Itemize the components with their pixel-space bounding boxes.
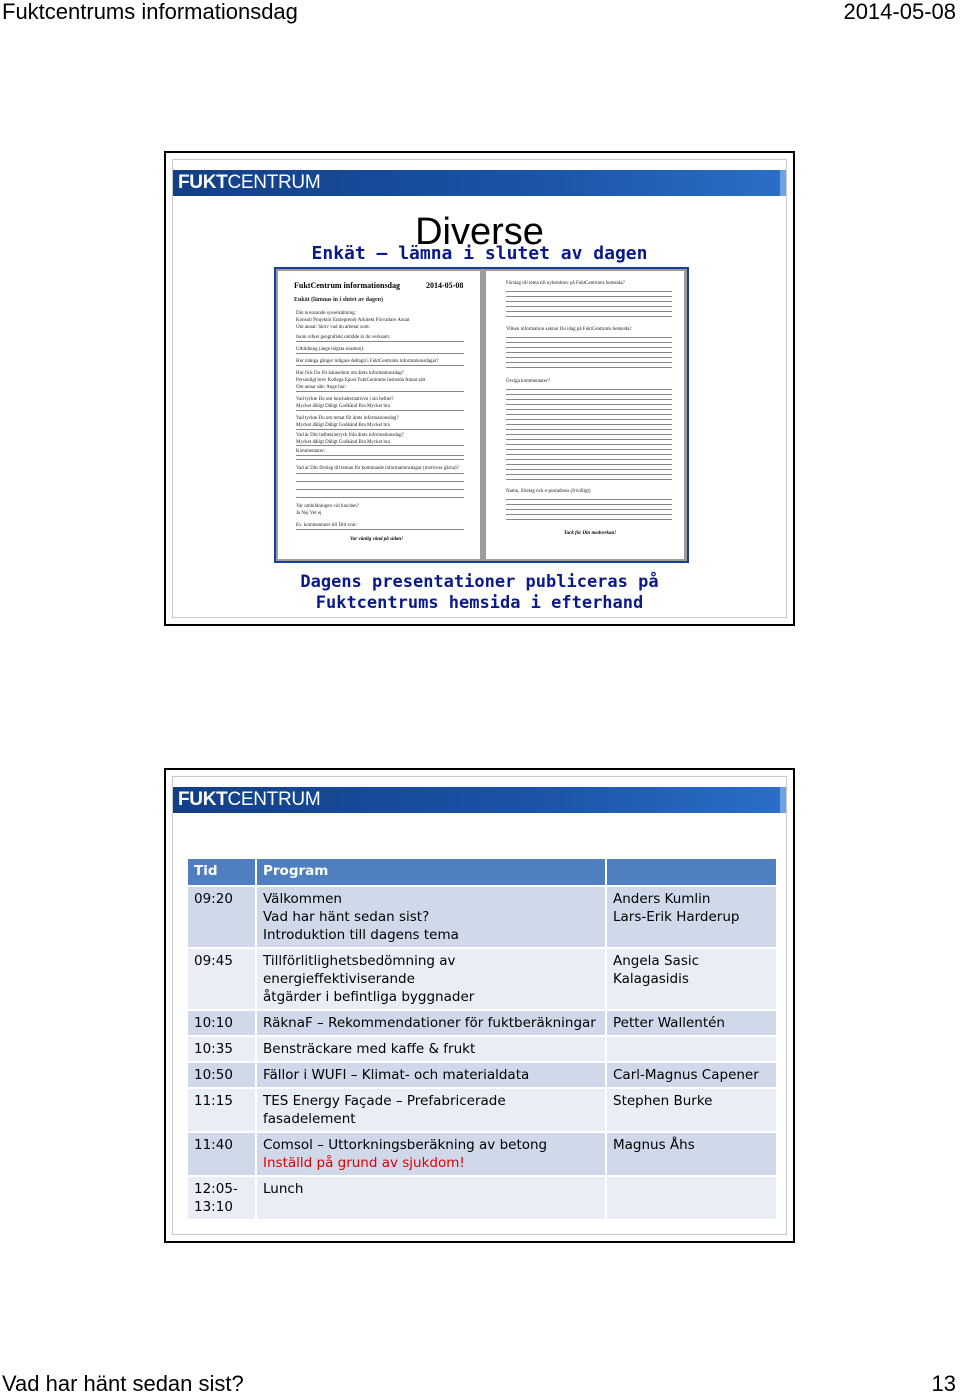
slide-banner: [173, 787, 786, 813]
program-time: 10:50: [187, 1062, 256, 1088]
program-row: [187, 948, 777, 1010]
slide-title: Diverse: [415, 211, 544, 253]
slide-inner: [172, 776, 787, 1235]
program-row: [187, 1176, 777, 1220]
slide-diverse: [164, 151, 795, 626]
form-question: Ja Nej Vet ej: [296, 511, 322, 516]
program-title: Fällor i WUFI – Klimat- och materialdata: [256, 1062, 606, 1088]
column-header-program: Program: [256, 858, 606, 886]
program-speaker: Angela Sasic Kalagasidis: [606, 948, 777, 1010]
program-speaker: Magnus Åhs: [606, 1132, 777, 1176]
program-table-header: [187, 858, 777, 886]
program-speaker: Petter Wallentén: [606, 1010, 777, 1036]
survey-page-front: [278, 271, 480, 559]
form-question: Vilken information saknar Du idag på FuktCentrums hemsida?: [506, 327, 632, 332]
program-time: 11:15: [187, 1088, 256, 1132]
column-header-time: Tid: [187, 858, 256, 886]
form-question: Vad är Ditt helhetsintryck från årets informationsdag?: [296, 433, 404, 438]
form-thanks-right: Tack för Din medverkan!: [564, 531, 617, 536]
form-question: Mycket dåligt Dåligt Godkänd Bra Mycket bra: [296, 440, 390, 445]
fuktcentrum-logo: FUKTCENTRUM: [178, 789, 321, 810]
program-speaker: [606, 1036, 777, 1062]
program-time: 09:45: [187, 948, 256, 1010]
form-question: Mycket dåligt Dåligt Godkänd Bra Mycket bra: [296, 423, 390, 428]
program-row: [187, 1088, 777, 1132]
program-speaker: [606, 1176, 777, 1220]
program-title: Tillförlitlighetsbedömning av energieffektiviserande åtgärder i befintliga byggnader: [256, 948, 606, 1010]
program-title: Bensträckare med kaffe & frukt: [256, 1036, 606, 1062]
slide-inner: [172, 159, 787, 618]
form-question: Ev. kommentarer till Ditt svar:: [296, 523, 358, 528]
program-speaker: Anders Kumlin Lars-Erik Harderup: [606, 886, 777, 948]
program-title: Comsol – Uttorkningsberäkning av betong Inställd på grund av sjukdom!: [256, 1132, 606, 1176]
cancellation-note: Inställd på grund av sjukdom!: [263, 1155, 465, 1171]
program-row: [187, 886, 777, 948]
form-question: Konsult Projektör Entreprenör Arkitekt Förvaltare Annat: [296, 318, 410, 323]
program-row: [187, 1036, 777, 1062]
form-question: Vad är Ditt förslag till teman för kommande informationsdagar (motivera gärna)?: [296, 466, 459, 471]
form-question: Hur fick Du för kännedom om årets informationsdag?: [296, 371, 404, 376]
document-header-title: Fuktcentrums informationsdag: [2, 0, 298, 24]
program-row: [187, 1062, 777, 1088]
program-title: TES Energy Façade – Prefabricerade fasadelement: [256, 1088, 606, 1132]
program-speaker: Carl-Magnus Capener: [606, 1062, 777, 1088]
column-header-speaker: [606, 858, 777, 886]
program-title: Välkommen Vad har hänt sedan sist? Introduktion till dagens tema: [256, 886, 606, 948]
form-question: Hur många gånger tidigare deltagit i FuktCentrums informationsdagar?: [296, 359, 439, 364]
program-time: 09:20: [187, 886, 256, 948]
slide-subtitle: Enkät – lämna i slutet av dagen: [311, 243, 648, 264]
form-question: Utbildning (ange högsta examen):: [296, 347, 365, 352]
program-title: Lunch: [256, 1176, 606, 1220]
form-question: Mycket dåligt Dåligt Godkänd Bra Mycket bra: [296, 404, 390, 409]
program-table: [186, 857, 778, 1221]
form-question: Övriga kommentarer?: [506, 379, 551, 384]
form-question: Vad tyckte Du om lunchalternativen i sin helhet?: [296, 397, 394, 402]
slide-program: [164, 768, 795, 1243]
slide-banner: [173, 170, 786, 196]
form-question: Var ombildningen vid lunchen?: [296, 504, 359, 509]
survey-page-back: [486, 271, 684, 559]
form-question: Kommentarer:: [296, 449, 326, 454]
form-question: Namn, företag och e-postadress (frivilligt): [506, 489, 591, 494]
form-question: Om annat: Skriv vad du arbetar som:: [296, 325, 370, 330]
program-time: 11:40: [187, 1132, 256, 1176]
document-footer-title: Vad har hänt sedan sist?: [2, 1371, 244, 1396]
program-row: [187, 1010, 777, 1036]
form-thanks-left: Var vänlig vänd på sidan!: [350, 537, 404, 542]
form-question: Personligt brev Kollega Epost FuktCentrums hemsida Annat sätt: [296, 378, 426, 383]
form-question: Förslag till tema till nyhetsbrev på FuktCentrums hemsida?: [506, 281, 625, 286]
slide-publish-note: Dagens presentationer publiceras på Fuktcentrums hemsida i efterhand: [300, 572, 659, 613]
program-time: 12:05- 13:10: [187, 1176, 256, 1220]
form-heading: FuktCentrum informationsdag: [294, 281, 401, 290]
form-subheading: Enkät (lämnas in i slutet av dagen): [294, 297, 384, 303]
program-time: 10:10: [187, 1010, 256, 1036]
form-question: Vad tyckte Du om temat för årets informationsdag?: [296, 416, 399, 421]
page-number: 13: [931, 1371, 956, 1396]
program-time: 10:35: [187, 1036, 256, 1062]
program-title: RäknaF – Rekommendationer för fuktberäkningar: [256, 1010, 606, 1036]
program-row: [187, 1132, 777, 1176]
program-speaker: Stephen Burke: [606, 1088, 777, 1132]
form-question: Om annat sätt: Ange hur:: [296, 385, 347, 390]
form-question: Inom vilket geografiskt område är du verksam:: [296, 335, 391, 340]
document-header-date: 2014-05-08: [843, 0, 956, 24]
survey-form-image: [274, 267, 689, 563]
form-date: 2014-05-08: [426, 281, 464, 290]
form-question: Din nuvarande sysselsättning:: [296, 311, 356, 316]
fuktcentrum-logo: FUKTCENTRUM: [178, 172, 321, 193]
